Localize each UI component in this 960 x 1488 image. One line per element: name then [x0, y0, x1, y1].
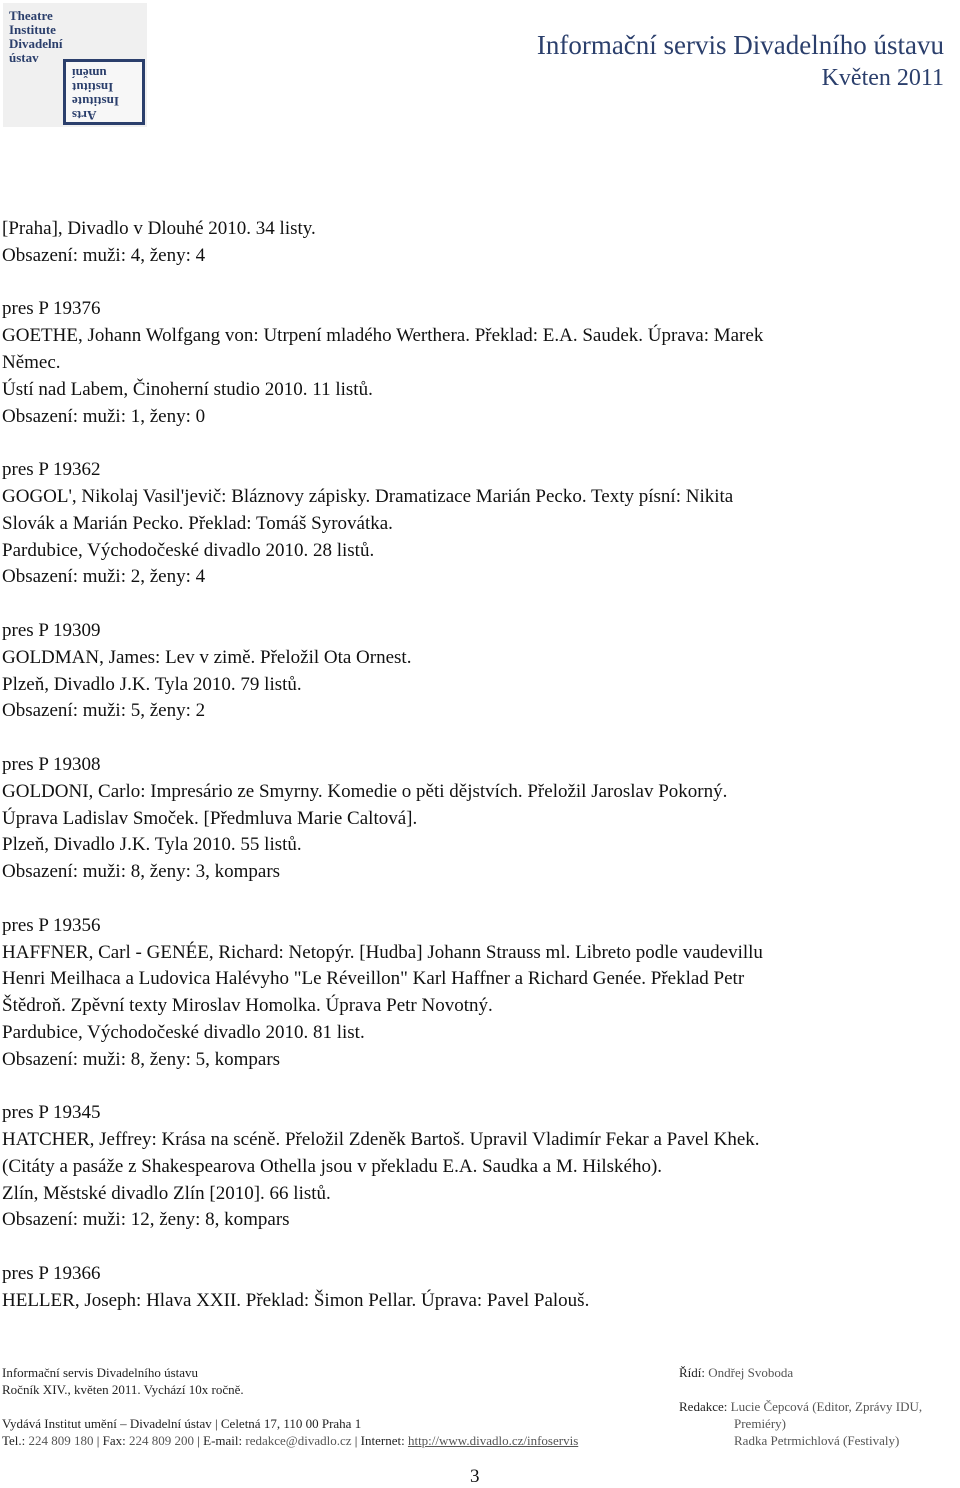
text-line: pres P 19308: [2, 753, 101, 775]
text-line: Zlín, Městské divadlo Zlín [2010]. 66 listů.: [2, 1182, 331, 1204]
editors-label: Redakce:: [679, 1399, 728, 1414]
text-line: Pardubice, Východočeské divadlo 2010. 81 list.: [2, 1021, 365, 1043]
web-label: Internet:: [360, 1433, 405, 1448]
header-title: Informační servis Divadelního ústavu: [536, 30, 944, 60]
text-line: Úprava Ladislav Smoček. [Předmluva Marie Caltová].: [2, 807, 418, 829]
text-line: Pardubice, Východočeské divadlo 2010. 28 listů.: [2, 539, 375, 561]
fax-label: Fax:: [102, 1433, 126, 1448]
text-line: [Praha], Divadlo v Dlouhé 2010. 34 listy.: [2, 218, 316, 239]
text-line: Ústí nad Labem, Činoherní studio 2010. 11 listů.: [2, 378, 373, 400]
logo-line: Institut: [72, 80, 114, 95]
tel-label: Tel.:: [2, 1433, 26, 1448]
logo-line: Arts: [72, 108, 97, 123]
logo-line: Institute: [9, 22, 56, 37]
text-line: Obsazení: muži: 5, ženy: 2: [2, 700, 206, 722]
footer-publication-info: [2, 1364, 578, 1449]
text-line: pres P 19356: [2, 914, 101, 936]
text-line: Plzeň, Divadlo J.K. Tyla 2010. 55 listů.: [2, 834, 302, 856]
paragraph-gap: [2, 270, 952, 297]
text-line: Obsazení: muži: 8, ženy: 3, kompars: [2, 861, 281, 883]
text-line: Obsazení: muži: 1, ženy: 0: [2, 405, 206, 427]
logo-box: [63, 59, 145, 125]
footer-contacts: Tel.: 224 809 180 | Fax: 224 809 200 | E-mail: redakce@divadlo.cz | Internet: http://www.divadlo.cz/infoservis: [2, 1433, 579, 1448]
paragraph-gap: [2, 430, 952, 457]
director-label: Řídí:: [679, 1365, 706, 1380]
footer-publication: Informační servis Divadelního ústavu: [2, 1365, 199, 1380]
footer-editorial-info: [679, 1364, 949, 1449]
paragraph-gap: [2, 725, 952, 752]
editor-2: Radka Petrmichlová (Festivaly): [734, 1433, 900, 1448]
text-line: Obsazení: muži: 12, ženy: 8, kompars: [2, 1209, 290, 1231]
paragraph-gap: [2, 886, 952, 913]
text-line: Němec.: [2, 351, 61, 373]
text-line: Plzeň, Divadlo J.K. Tyla 2010. 79 listů.: [2, 673, 302, 695]
tel-value: 224 809 180: [28, 1433, 94, 1448]
logo-line: Divadelní: [9, 36, 63, 51]
logo-line: Theatre: [9, 8, 53, 23]
text-line: pres P 19362: [2, 459, 101, 481]
text-line: GOGOL', Nikolaj Vasil'jevič: Bláznovy zápisky. Dramatizace Marián Pecko. Texty písní: Nikita: [2, 485, 734, 507]
header-date: Květen 2011: [821, 65, 944, 91]
text-line: Štědroň. Zpěvní texty Miroslav Homolka. Úprava Petr Novotný.: [2, 995, 493, 1017]
logo-bottom-text: [72, 66, 142, 122]
logo-line: umění: [72, 66, 107, 81]
text-line: Slovák a Marián Pecko. Překlad: Tomáš Syrovátka.: [2, 512, 393, 534]
paragraph-gap: [2, 1074, 952, 1101]
fax-value: 224 809 200: [129, 1433, 195, 1448]
email-label: E-mail:: [203, 1433, 243, 1448]
text-line: pres P 19376: [2, 298, 101, 320]
logo-line: ústav: [9, 50, 39, 65]
text-line: GOETHE, Johann Wolfgang von: Utrpení mladého Werthera. Překlad: E.A. Saudek. Úprava: Marek: [2, 325, 764, 347]
text-line: GOLDMAN, James: Lev v zimě. Přeložil Ota Ornest.: [2, 646, 412, 668]
document-body: [2, 216, 952, 1315]
text-line: pres P 19366: [2, 1263, 101, 1285]
page-header: [537, 28, 944, 94]
editor-1: Lucie Čepcová (Editor, Zprávy IDU,: [730, 1399, 923, 1414]
director-name: Ondřej Svoboda: [708, 1365, 794, 1380]
text-line: Obsazení: muži: 8, ženy: 5, kompars: [2, 1048, 281, 1070]
text-line: Obsazení: muži: 2, ženy: 4: [2, 566, 206, 588]
text-line: pres P 19309: [2, 619, 101, 641]
editor-1-cont: Premiéry): [734, 1416, 786, 1431]
paragraph-gap: [2, 1234, 952, 1261]
text-line: Henri Meilhaca a Ludovica Halévyho "Le Réveillon" Karl Haffner a Richard Genée. Překlad Petr: [2, 968, 745, 990]
text-line: HELLER, Joseph: Hlava XXII. Překlad: Šimon Pellar. Úprava: Pavel Palouš.: [2, 1289, 590, 1311]
text-line: pres P 19345: [2, 1102, 101, 1124]
logo-line: Institute: [72, 94, 119, 109]
footer-volume: Ročník XIV., květen 2011. Vychází 10x ročně.: [2, 1382, 244, 1397]
footer-publisher: Vydává Institut umění – Divadelní ústav | Celetná 17, 110 00 Praha 1: [2, 1416, 362, 1431]
text-line: Obsazení: muži: 4, ženy: 4: [2, 244, 206, 266]
text-line: (Citáty a pasáže z Shakespearova Othella jsou v překladu E.A. Saudka a M. Hilského).: [2, 1155, 663, 1177]
text-line: HATCHER, Jeffrey: Krása na scéně. Přeložil Zdeněk Bartoš. Upravil Vladimír Fekar a Pavel Khek.: [2, 1129, 760, 1151]
website-link[interactable]: http://www.divadlo.cz/infoservis: [407, 1433, 579, 1448]
institute-logo: [3, 3, 147, 127]
text-line: HAFFNER, Carl - GENÉE, Richard: Netopýr. [Hudba] Johann Strauss ml. Libreto podle vaudevillu: [2, 941, 763, 963]
text-line: GOLDONI, Carlo: Impresário ze Smyrny. Komedie o pěti dějstvích. Přeložil Jaroslav Pokorný.: [2, 780, 728, 802]
email-link[interactable]: redakce@divadlo.cz: [245, 1433, 352, 1448]
page-number: 3: [470, 1466, 480, 1487]
paragraph-gap: [2, 591, 952, 618]
